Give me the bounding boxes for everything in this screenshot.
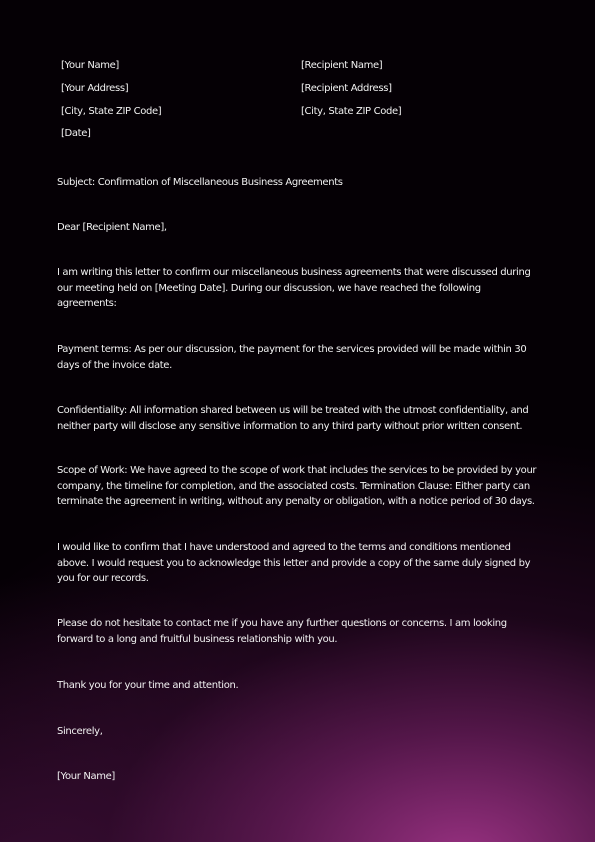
subject-line: Subject: Confirmation of Miscellaneous Business Agreements	[57, 177, 343, 188]
sender-address: [Your Address]	[61, 82, 129, 94]
paragraph-thanks: Thank you for your time and attention.	[57, 680, 239, 691]
signature-name: [Your Name]	[57, 771, 115, 782]
recipient-address: [Recipient Address]	[301, 82, 392, 94]
paragraph-intro: I am writing this letter to confirm our miscellaneous business agreements that were discussed during our meeting held on [Meeting Date]. During our discussion, we have reached the following agreements:	[57, 267, 531, 309]
letter-date: [Date]	[61, 128, 91, 140]
paragraph-confirmation: I would like to confirm that I have understood and agreed to the terms and conditions mentioned above. I would request you to acknowledge this letter and provide a copy of the same duly signed by you for our records.	[57, 542, 531, 584]
paragraph-contact: Please do not hesitate to contact me if you have any further questions or concerns. I am looking forward to a long and fruitful business relationship with you.	[57, 618, 507, 645]
salutation: Dear [Recipient Name],	[57, 222, 167, 233]
recipient-city-state-zip: [City, State ZIP Code]	[301, 105, 402, 117]
sender-address-block	[61, 59, 291, 150]
recipient-name: [Recipient Name]	[301, 60, 383, 71]
paragraph-confidentiality: Confidentiality: All information shared between us will be treated with the utmost confidentiality, and neither party will disclose any sensitive information to any third party without prior written consent.	[57, 405, 529, 432]
sender-city-state-zip: [City, State ZIP Code]	[61, 105, 162, 117]
paragraph-scope-of-work: Scope of Work: We have agreed to the scope of work that includes the services to be provided by your company, the timeline for completion, and the associated costs. Termination Clause: Either party can terminate the agreement in writing, without any penalty or obligation, with a notice period of 30 days.	[57, 465, 537, 507]
recipient-address-block	[301, 59, 531, 127]
paragraph-payment-terms: Payment terms: As per our discussion, the payment for the services provided will be made within 30 days of the invoice date.	[57, 344, 527, 371]
sender-name: [Your Name]	[61, 60, 119, 71]
closing: Sincerely,	[57, 726, 103, 737]
